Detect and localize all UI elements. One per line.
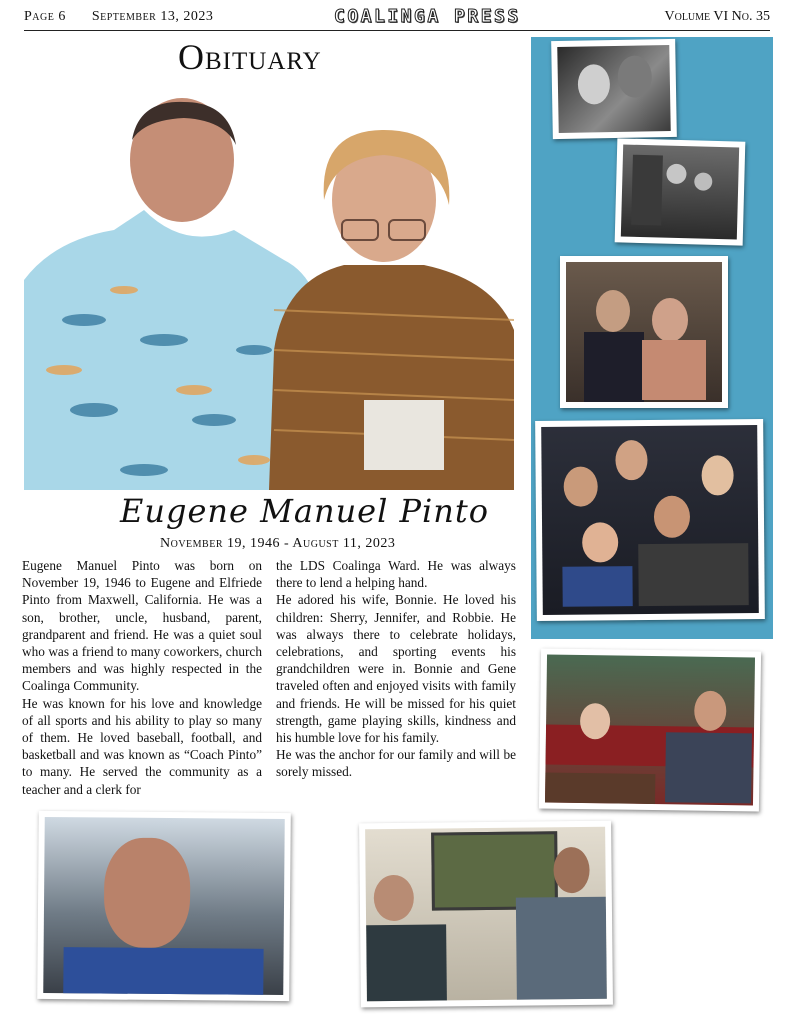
volume-number: Volume VI No. 35 bbox=[664, 9, 770, 24]
photo-couple-young bbox=[560, 256, 728, 408]
issue-date: September 13, 2023 bbox=[91, 9, 214, 24]
paragraph: the LDS Coalinga Ward. He was always there to lend a helping hand. bbox=[276, 558, 516, 591]
photo-two-men bbox=[359, 821, 613, 1008]
paragraph: He adored his wife, Bonnie. He loved his children: Sherry, Jennifer, and Robbie. He was always there to celebrate holidays, celebrations, and sporting events his grandchildren were in. Bonnie and Gene traveled often and enjoyed visits with family and friends. He will be missed for his quiet strength, game playing skills, kindness and his humble love for his family. bbox=[276, 592, 516, 746]
obituary-column-2 bbox=[276, 557, 516, 781]
page-number: Page 6 bbox=[24, 9, 66, 24]
photo-couple-restaurant bbox=[539, 648, 761, 811]
newspaper-name: COALINGA PRESS bbox=[334, 6, 521, 27]
photo-man-outdoors bbox=[37, 811, 291, 1001]
section-title: Obituary bbox=[178, 37, 322, 77]
masthead bbox=[24, 6, 770, 31]
obituary-column-1 bbox=[22, 557, 262, 798]
photo-family-christmas bbox=[615, 138, 746, 245]
photo-family-group bbox=[535, 419, 765, 621]
paragraph: He was known for his love and knowledge of all sports and his ability to play so many of them. He loved baseball, football, and basketball and was known as “Coach Pinto” to many. He served the community as a teacher and a clerk for bbox=[22, 695, 262, 797]
life-dates: November 19, 1946 - August 11, 2023 bbox=[160, 536, 396, 551]
photo-baby-with-mother bbox=[551, 39, 677, 139]
deceased-name: Eugene Manuel Pinto bbox=[120, 492, 490, 530]
paragraph: He was the anchor for our family and will be sorely missed. bbox=[276, 747, 516, 780]
paragraph: Eugene Manuel Pinto was born on November 19, 1946 to Eugene and Elfriede Pinto from Maxwell, California. He was a son, brother, uncle, husband, parent, grandparent and friend. He was a quiet soul who was a friend to many coworkers, church members and was highly respected in the Coalinga Community. bbox=[22, 558, 262, 694]
main-portrait-photo bbox=[24, 90, 514, 490]
